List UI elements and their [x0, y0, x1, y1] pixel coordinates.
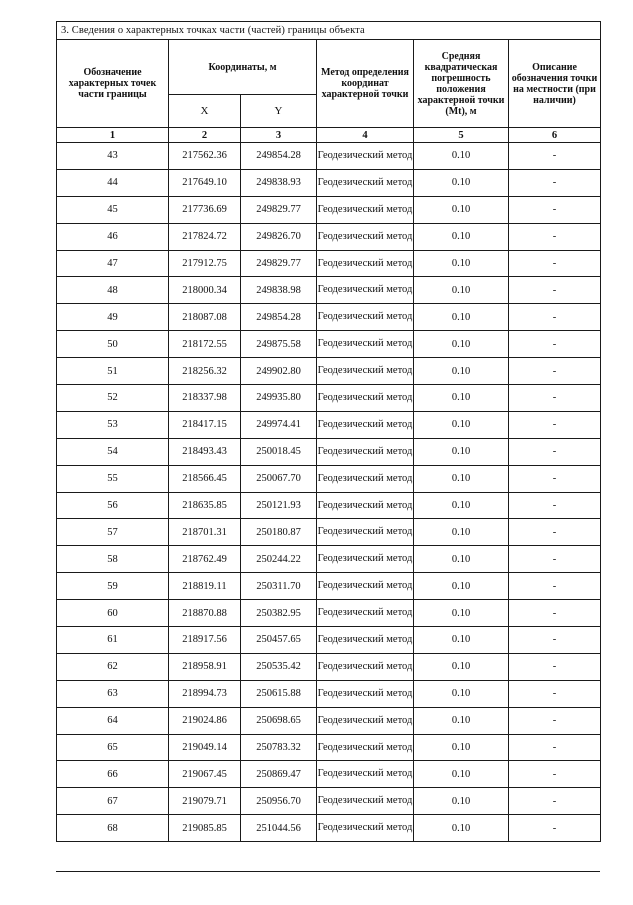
method-cell: Геодезический метод — [317, 277, 414, 304]
point-number-cell: 50 — [57, 331, 169, 358]
table-row — [57, 788, 601, 815]
method-cell: Геодезический метод — [317, 196, 414, 223]
point-number-cell: 45 — [57, 196, 169, 223]
method-cell: Геодезический метод — [317, 519, 414, 546]
point-number-cell: 65 — [57, 734, 169, 761]
point-number-cell: 61 — [57, 627, 169, 654]
accuracy-cell: 0.10 — [414, 411, 509, 438]
x-coordinate-cell: 218635.85 — [169, 492, 241, 519]
description-cell: - — [509, 169, 601, 196]
accuracy-cell: 0.10 — [414, 277, 509, 304]
description-cell: - — [509, 465, 601, 492]
point-number-cell: 62 — [57, 653, 169, 680]
method-cell: Геодезический метод — [317, 304, 414, 331]
table-row — [57, 358, 601, 385]
description-cell: - — [509, 653, 601, 680]
y-coordinate-cell: 249854.28 — [241, 304, 317, 331]
accuracy-cell: 0.10 — [414, 815, 509, 842]
accuracy-cell: 0.10 — [414, 331, 509, 358]
x-coordinate-cell: 217649.10 — [169, 169, 241, 196]
accuracy-cell: 0.10 — [414, 519, 509, 546]
y-coordinate-cell: 249854.28 — [241, 143, 317, 170]
x-coordinate-cell: 218958.91 — [169, 653, 241, 680]
x-coordinate-cell: 219049.14 — [169, 734, 241, 761]
point-number-cell: 66 — [57, 761, 169, 788]
x-coordinate-cell: 218566.45 — [169, 465, 241, 492]
x-coordinate-cell: 218000.34 — [169, 277, 241, 304]
y-coordinate-cell: 251044.56 — [241, 815, 317, 842]
y-coordinate-cell: 250615.88 — [241, 680, 317, 707]
point-number-cell: 64 — [57, 707, 169, 734]
bottom-rule — [56, 871, 600, 872]
method-cell: Геодезический метод — [317, 546, 414, 573]
table-row — [57, 250, 601, 277]
description-cell: - — [509, 707, 601, 734]
point-number-cell: 63 — [57, 680, 169, 707]
point-number-cell: 46 — [57, 223, 169, 250]
table-caption: 3. Сведения о характерных точках части (частей) границы объекта — [57, 22, 601, 40]
header-designation: Обозначение характерных точек части границы — [57, 40, 169, 128]
table-row — [57, 277, 601, 304]
point-number-cell: 51 — [57, 358, 169, 385]
y-coordinate-cell: 249838.93 — [241, 169, 317, 196]
x-coordinate-cell: 218087.08 — [169, 304, 241, 331]
y-coordinate-cell: 249974.41 — [241, 411, 317, 438]
x-coordinate-cell: 218417.15 — [169, 411, 241, 438]
description-cell: - — [509, 277, 601, 304]
method-cell: Геодезический метод — [317, 600, 414, 627]
point-number-cell: 43 — [57, 143, 169, 170]
x-coordinate-cell: 218337.98 — [169, 385, 241, 412]
point-number-cell: 52 — [57, 385, 169, 412]
method-cell: Геодезический метод — [317, 411, 414, 438]
table-row — [57, 385, 601, 412]
table-row — [57, 331, 601, 358]
y-coordinate-cell: 250457.65 — [241, 627, 317, 654]
description-cell: - — [509, 680, 601, 707]
y-coordinate-cell: 249875.58 — [241, 331, 317, 358]
x-coordinate-cell: 217912.75 — [169, 250, 241, 277]
header-coordinates: Координаты, м — [169, 40, 317, 95]
description-cell: - — [509, 331, 601, 358]
method-cell: Геодезический метод — [317, 143, 414, 170]
y-coordinate-cell: 250956.70 — [241, 788, 317, 815]
column-number: 6 — [509, 128, 601, 143]
y-coordinate-cell: 249829.77 — [241, 250, 317, 277]
description-cell: - — [509, 492, 601, 519]
x-coordinate-cell: 217824.72 — [169, 223, 241, 250]
accuracy-cell: 0.10 — [414, 573, 509, 600]
accuracy-cell: 0.10 — [414, 223, 509, 250]
column-number: 3 — [241, 128, 317, 143]
description-cell: - — [509, 573, 601, 600]
y-coordinate-cell: 250180.87 — [241, 519, 317, 546]
method-cell: Геодезический метод — [317, 815, 414, 842]
description-cell: - — [509, 411, 601, 438]
description-cell: - — [509, 788, 601, 815]
table-row — [57, 304, 601, 331]
y-coordinate-cell: 250244.22 — [241, 546, 317, 573]
accuracy-cell: 0.10 — [414, 169, 509, 196]
accuracy-cell: 0.10 — [414, 438, 509, 465]
table-row — [57, 438, 601, 465]
column-number: 5 — [414, 128, 509, 143]
point-number-cell: 60 — [57, 600, 169, 627]
x-coordinate-cell: 219079.71 — [169, 788, 241, 815]
y-coordinate-cell: 249935.80 — [241, 385, 317, 412]
method-cell: Геодезический метод — [317, 438, 414, 465]
accuracy-cell: 0.10 — [414, 358, 509, 385]
x-coordinate-cell: 217562.36 — [169, 143, 241, 170]
y-coordinate-cell: 250698.65 — [241, 707, 317, 734]
table-row — [57, 761, 601, 788]
method-cell: Геодезический метод — [317, 653, 414, 680]
description-cell: - — [509, 304, 601, 331]
accuracy-cell: 0.10 — [414, 304, 509, 331]
table-row — [57, 653, 601, 680]
method-cell: Геодезический метод — [317, 627, 414, 654]
accuracy-cell: 0.10 — [414, 196, 509, 223]
x-coordinate-cell: 218762.49 — [169, 546, 241, 573]
accuracy-cell: 0.10 — [414, 761, 509, 788]
table-row — [57, 169, 601, 196]
document-page — [56, 21, 600, 842]
description-cell: - — [509, 734, 601, 761]
description-cell: - — [509, 223, 601, 250]
point-number-cell: 67 — [57, 788, 169, 815]
accuracy-cell: 0.10 — [414, 653, 509, 680]
description-cell: - — [509, 358, 601, 385]
y-coordinate-cell: 250869.47 — [241, 761, 317, 788]
x-coordinate-cell: 218994.73 — [169, 680, 241, 707]
y-coordinate-cell: 249902.80 — [241, 358, 317, 385]
accuracy-cell: 0.10 — [414, 465, 509, 492]
column-number: 1 — [57, 128, 169, 143]
x-coordinate-cell: 219085.85 — [169, 815, 241, 842]
description-cell: - — [509, 627, 601, 654]
table-row — [57, 815, 601, 842]
description-cell: - — [509, 546, 601, 573]
x-coordinate-cell: 219067.45 — [169, 761, 241, 788]
point-number-cell: 68 — [57, 815, 169, 842]
accuracy-cell: 0.10 — [414, 546, 509, 573]
table-row — [57, 573, 601, 600]
boundary-points-table — [56, 21, 601, 842]
description-cell: - — [509, 385, 601, 412]
description-cell: - — [509, 250, 601, 277]
y-coordinate-cell: 250382.95 — [241, 600, 317, 627]
x-coordinate-cell: 217736.69 — [169, 196, 241, 223]
method-cell: Геодезический метод — [317, 788, 414, 815]
column-number: 2 — [169, 128, 241, 143]
table-row — [57, 600, 601, 627]
table-row — [57, 546, 601, 573]
method-cell: Геодезический метод — [317, 358, 414, 385]
accuracy-cell: 0.10 — [414, 385, 509, 412]
x-coordinate-cell: 218172.55 — [169, 331, 241, 358]
table-row — [57, 519, 601, 546]
y-coordinate-cell: 250311.70 — [241, 573, 317, 600]
accuracy-cell: 0.10 — [414, 143, 509, 170]
point-number-cell: 44 — [57, 169, 169, 196]
x-coordinate-cell: 218819.11 — [169, 573, 241, 600]
point-number-cell: 54 — [57, 438, 169, 465]
method-cell: Геодезический метод — [317, 223, 414, 250]
table-body — [57, 143, 601, 842]
point-number-cell: 58 — [57, 546, 169, 573]
column-number-row — [57, 128, 601, 143]
accuracy-cell: 0.10 — [414, 788, 509, 815]
y-coordinate-cell: 249829.77 — [241, 196, 317, 223]
description-cell: - — [509, 600, 601, 627]
description-cell: - — [509, 519, 601, 546]
accuracy-cell: 0.10 — [414, 600, 509, 627]
table-row — [57, 492, 601, 519]
y-coordinate-cell: 250535.42 — [241, 653, 317, 680]
method-cell: Геодезический метод — [317, 761, 414, 788]
y-coordinate-cell: 249838.98 — [241, 277, 317, 304]
method-cell: Геодезический метод — [317, 680, 414, 707]
description-cell: - — [509, 196, 601, 223]
table-row — [57, 627, 601, 654]
y-coordinate-cell: 250067.70 — [241, 465, 317, 492]
column-number: 4 — [317, 128, 414, 143]
y-coordinate-cell: 250018.45 — [241, 438, 317, 465]
accuracy-cell: 0.10 — [414, 492, 509, 519]
table-row — [57, 680, 601, 707]
x-coordinate-cell: 219024.86 — [169, 707, 241, 734]
table-row — [57, 411, 601, 438]
point-number-cell: 59 — [57, 573, 169, 600]
description-cell: - — [509, 761, 601, 788]
description-cell: - — [509, 438, 601, 465]
x-coordinate-cell: 218701.31 — [169, 519, 241, 546]
table-row — [57, 707, 601, 734]
method-cell: Геодезический метод — [317, 734, 414, 761]
accuracy-cell: 0.10 — [414, 734, 509, 761]
point-number-cell: 49 — [57, 304, 169, 331]
x-coordinate-cell: 218870.88 — [169, 600, 241, 627]
point-number-cell: 56 — [57, 492, 169, 519]
accuracy-cell: 0.10 — [414, 707, 509, 734]
table-row — [57, 465, 601, 492]
table-row — [57, 196, 601, 223]
point-number-cell: 57 — [57, 519, 169, 546]
table-row — [57, 734, 601, 761]
accuracy-cell: 0.10 — [414, 680, 509, 707]
table-row — [57, 143, 601, 170]
method-cell: Геодезический метод — [317, 385, 414, 412]
header-y: Y — [241, 95, 317, 128]
header-accuracy: Средняя квадратическая погрешность положения характерной точки (Mt), м — [414, 40, 509, 128]
header-method: Метод определения координат характерной точки — [317, 40, 414, 128]
method-cell: Геодезический метод — [317, 169, 414, 196]
y-coordinate-cell: 249826.70 — [241, 223, 317, 250]
header-description: Описание обозначения точки на местности (при наличии) — [509, 40, 601, 128]
point-number-cell: 55 — [57, 465, 169, 492]
point-number-cell: 53 — [57, 411, 169, 438]
x-coordinate-cell: 218256.32 — [169, 358, 241, 385]
point-number-cell: 48 — [57, 277, 169, 304]
table-row — [57, 223, 601, 250]
x-coordinate-cell: 218917.56 — [169, 627, 241, 654]
method-cell: Геодезический метод — [317, 492, 414, 519]
accuracy-cell: 0.10 — [414, 250, 509, 277]
accuracy-cell: 0.10 — [414, 627, 509, 654]
description-cell: - — [509, 815, 601, 842]
description-cell: - — [509, 143, 601, 170]
method-cell: Геодезический метод — [317, 465, 414, 492]
method-cell: Геодезический метод — [317, 250, 414, 277]
y-coordinate-cell: 250783.32 — [241, 734, 317, 761]
method-cell: Геодезический метод — [317, 331, 414, 358]
method-cell: Геодезический метод — [317, 573, 414, 600]
x-coordinate-cell: 218493.43 — [169, 438, 241, 465]
method-cell: Геодезический метод — [317, 707, 414, 734]
y-coordinate-cell: 250121.93 — [241, 492, 317, 519]
header-x: X — [169, 95, 241, 128]
point-number-cell: 47 — [57, 250, 169, 277]
